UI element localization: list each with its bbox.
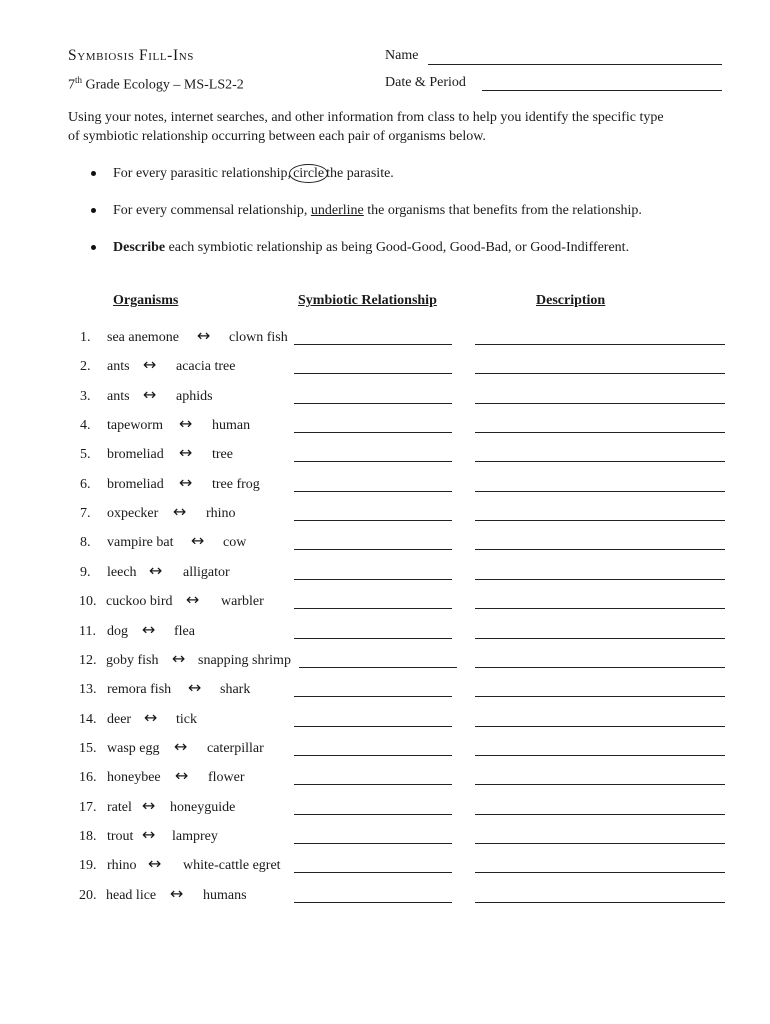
row-number: 7.: [80, 506, 91, 521]
organism-a: sea anemone: [107, 330, 179, 345]
organism-b: aphids: [176, 389, 213, 404]
course-grade: 7: [68, 77, 75, 93]
double-arrow-icon: ↔: [179, 473, 193, 492]
organism-a: oxpecker: [107, 506, 159, 521]
organism-b: tree: [212, 447, 233, 462]
organism-a: rhino: [107, 858, 137, 873]
double-arrow-icon: ↔: [149, 561, 163, 580]
date-period-field[interactable]: [482, 90, 722, 91]
bullet-1: [91, 171, 96, 176]
row-number: 9.: [80, 565, 91, 580]
organism-a: dog: [107, 624, 128, 639]
double-arrow-icon: ↔: [172, 649, 186, 668]
row-number: 1.: [80, 330, 91, 345]
date-period-label: Date & Period: [385, 75, 466, 90]
name-field[interactable]: [428, 64, 722, 65]
double-arrow-icon: ↔: [142, 620, 156, 639]
description-answer-line[interactable]: [475, 843, 725, 844]
double-arrow-icon: ↔: [174, 737, 188, 756]
organism-a: deer: [107, 712, 132, 727]
organism-b: tree frog: [212, 477, 260, 492]
row-number: 6.: [80, 477, 91, 492]
description-answer-line[interactable]: [475, 755, 725, 756]
description-answer-line[interactable]: [475, 608, 725, 609]
instruction-describe: [113, 240, 629, 256]
description-answer-line[interactable]: [475, 373, 725, 374]
double-arrow-icon: ↔: [175, 766, 189, 785]
double-arrow-icon: ↔: [179, 414, 193, 433]
organism-b: lamprey: [172, 829, 218, 844]
row-number: 18.: [79, 829, 97, 844]
double-arrow-icon: ↔: [170, 884, 184, 903]
row-number: 17.: [79, 800, 97, 815]
relationship-answer-line[interactable]: [294, 696, 452, 697]
organism-a: head lice: [106, 888, 157, 903]
double-arrow-icon: ↔: [142, 796, 156, 815]
column-relationship: Symbiotic Relationship: [298, 293, 437, 308]
relationship-answer-line[interactable]: [294, 579, 452, 580]
organism-b: cow: [223, 535, 247, 550]
organism-b: tick: [176, 712, 197, 727]
description-answer-line[interactable]: [475, 549, 725, 550]
double-arrow-icon: ↔: [143, 355, 157, 374]
b2-pre: For every commensal relationship,: [113, 203, 308, 218]
intro-line-2: of symbiotic relationship occurring between each pair of organisms below.: [68, 129, 486, 144]
organism-b: rhino: [206, 506, 236, 521]
row-number: 4.: [80, 418, 91, 433]
organism-a: leech: [107, 565, 137, 580]
description-answer-line[interactable]: [475, 667, 725, 668]
row-number: 13.: [79, 682, 97, 697]
name-label: Name: [385, 48, 419, 63]
double-arrow-icon: ↔: [188, 678, 202, 697]
organism-a: ants: [107, 389, 130, 404]
description-answer-line[interactable]: [475, 491, 725, 492]
b1-circled-word: circle: [289, 164, 328, 183]
relationship-answer-line[interactable]: [294, 902, 452, 903]
organism-b: human: [212, 418, 251, 433]
relationship-answer-line[interactable]: [294, 549, 452, 550]
row-number: 2.: [80, 359, 91, 374]
row-number: 5.: [80, 447, 91, 462]
relationship-answer-line[interactable]: [294, 461, 452, 462]
column-organisms: Organisms: [113, 293, 179, 308]
organism-b: acacia tree: [176, 359, 236, 374]
row-number: 10.: [79, 594, 97, 609]
relationship-answer-line[interactable]: [294, 726, 452, 727]
b1-pre: For every parasitic relationship,: [113, 166, 292, 181]
organism-b: alligator: [183, 565, 230, 580]
organism-b: honeyguide: [170, 800, 236, 815]
instruction-parasitic: [113, 166, 394, 182]
description-answer-line[interactable]: [475, 902, 725, 903]
double-arrow-icon: ↔: [179, 443, 193, 462]
organism-a: vampire bat: [107, 535, 174, 550]
description-answer-line[interactable]: [475, 579, 725, 580]
organism-b: shark: [220, 682, 251, 697]
organism-a: goby fish: [106, 653, 159, 668]
relationship-answer-line[interactable]: [294, 520, 452, 521]
double-arrow-icon: ↔: [144, 708, 158, 727]
instruction-commensal: [113, 203, 642, 219]
organism-b: flower: [208, 770, 245, 785]
organism-a: honeybee: [107, 770, 161, 785]
relationship-answer-line[interactable]: [294, 755, 452, 756]
organism-a: wasp egg: [107, 741, 160, 756]
double-arrow-icon: ↔: [191, 531, 205, 550]
relationship-answer-line[interactable]: [294, 432, 452, 433]
organism-a: trout: [107, 829, 134, 844]
relationship-answer-line[interactable]: [294, 608, 452, 609]
course-rest: Grade Ecology – MS-LS2-2: [82, 77, 244, 93]
bullet-2: [91, 208, 96, 213]
row-number: 12.: [79, 653, 97, 668]
double-arrow-icon: ↔: [197, 326, 211, 345]
row-number: 15.: [79, 741, 97, 756]
organism-a: ants: [107, 359, 130, 374]
relationship-answer-line[interactable]: [294, 491, 452, 492]
relationship-answer-line[interactable]: [294, 344, 452, 345]
relationship-answer-line[interactable]: [294, 373, 452, 374]
description-answer-line[interactable]: [475, 726, 725, 727]
row-number: 16.: [79, 770, 97, 785]
organism-a: ratel: [107, 800, 132, 815]
organism-b: white-cattle egret: [183, 858, 281, 873]
organism-a: tapeworm: [107, 418, 163, 433]
organism-a: bromeliad: [107, 477, 164, 492]
row-number: 19.: [79, 858, 97, 873]
row-number: 3.: [80, 389, 91, 404]
relationship-answer-line[interactable]: [294, 872, 452, 873]
organism-b: caterpillar: [207, 741, 264, 756]
organism-a: bromeliad: [107, 447, 164, 462]
organism-a: remora fish: [107, 682, 172, 697]
description-answer-line[interactable]: [475, 461, 725, 462]
course-grade-sup: th: [75, 75, 83, 85]
b2-underlined-word: underline: [310, 203, 364, 218]
column-description: Description: [536, 293, 606, 308]
description-answer-line[interactable]: [475, 403, 725, 404]
description-answer-line[interactable]: [475, 696, 725, 697]
description-answer-line[interactable]: [475, 432, 725, 433]
row-number: 20.: [79, 888, 97, 903]
organism-b: warbler: [221, 594, 264, 609]
description-answer-line[interactable]: [475, 344, 725, 345]
row-number: 8.: [80, 535, 91, 550]
row-number: 11.: [79, 624, 96, 639]
organism-b: humans: [203, 888, 247, 903]
row-number: 14.: [79, 712, 97, 727]
relationship-answer-line[interactable]: [294, 843, 452, 844]
course-line: [68, 75, 244, 94]
intro-line-1: Using your notes, internet searches, and other information from class to help you identify the specific type: [68, 110, 664, 125]
organism-b: clown fish: [229, 330, 288, 345]
double-arrow-icon: ↔: [143, 385, 157, 404]
worksheet-title: Symbiosis Fill-Ins: [68, 47, 194, 64]
bullet-3: [91, 245, 96, 250]
description-answer-line[interactable]: [475, 520, 725, 521]
b1-post: the parasite.: [326, 166, 394, 181]
double-arrow-icon: ↔: [186, 590, 200, 609]
description-answer-line[interactable]: [475, 872, 725, 873]
relationship-answer-line[interactable]: [294, 814, 452, 815]
organism-b: snapping shrimp: [198, 653, 291, 668]
b3-post: each symbiotic relationship as being Good-Good, Good-Bad, or Good-Indifferent.: [168, 240, 630, 255]
double-arrow-icon: ↔: [173, 502, 187, 521]
description-answer-line[interactable]: [475, 638, 725, 639]
description-answer-line[interactable]: [475, 784, 725, 785]
relationship-answer-line[interactable]: [294, 638, 452, 639]
double-arrow-icon: ↔: [142, 825, 156, 844]
b3-bold-word: Describe: [113, 240, 166, 255]
relationship-answer-line[interactable]: [294, 403, 452, 404]
organism-a: cuckoo bird: [106, 594, 173, 609]
relationship-answer-line[interactable]: [294, 784, 452, 785]
double-arrow-icon: ↔: [148, 854, 162, 873]
b2-post: the organisms that benefits from the relationship.: [367, 203, 642, 218]
organism-b: flea: [174, 624, 195, 639]
relationship-answer-line[interactable]: [299, 667, 457, 668]
description-answer-line[interactable]: [475, 814, 725, 815]
